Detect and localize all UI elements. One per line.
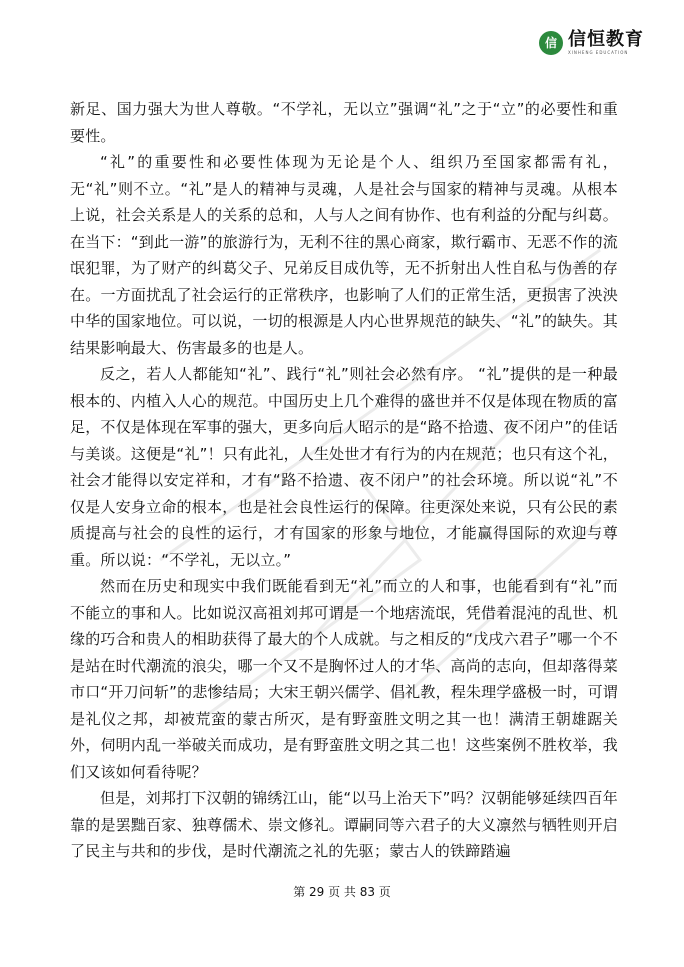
document-body [70,96,618,865]
brand-name: 信恒教育 [568,29,644,50]
logo-icon: 信 [539,31,563,55]
page-number: 第 29 页 共 83 页 [293,885,391,899]
paragraph-5: 但是，刘邦打下汉朝的锦绣江山，能“以马上治天下”吗？汉朝能够延续四百年靠的是罢黜百家、独尊儒术、崇文修礼。谭嗣同等六君子的大义凛然与牺牲则开启了民主与共和的步伐，是时代潮流之礼的先驱；蒙古人的铁蹄踏遍 [70,789,618,860]
logo-text [568,30,644,55]
paragraph-4: 然而在历史和现实中我们既能看到无“礼”而立的人和事，也能看到有“礼”而不能立的事和人。比如说汉高祖刘邦可谓是一个地痞流氓，凭借着混沌的乱世、机缘的巧合和贵人的相助获得了最大的个人成就。与之相反的“戊戌六君子”哪一个不是站在时代潮流的浪尖，哪一个又不是胸怀过人的才华、高尚的志向，但却落得菜市口“开刀问斩”的悲惨结局；大宋王朝兴儒学、倡礼教，程朱理学盛极一时，可谓是礼仪之邦，却被荒蛮的蒙古所灭，是有野蛮胜文明之其一也！满清王朝雄踞关外，伺明内乱一举破关而成功，是有野蛮胜文明之其二也！这些案例不胜枚举，我们又该如何看待呢？ [70,577,618,781]
paragraph-2: “礼”的重要性和必要性体现为无论是个人、组织乃至国家都需有礼，无“礼”则不立。“礼”是人的精神与灵魂，人是社会与国家的精神与灵魂。从根本上说，社会关系是人的关系的总和，人与人之间有协作、也有利益的分配与纠葛。在当下：“到此一游”的旅游行为，无利不往的黑心商家，欺行霸市、无恶不作的流氓犯罪，为了财产的纠葛父子、兄弟反目成仇等，无不折射出人性自私与伪善的存在。一方面扰乱了社会运行的正常秩序，也影响了人们的正常生活，更损害了泱泱中华的国家地位。可以说，一切的根源是人内心世界规范的缺失、“礼”的缺失。其结果影响最大、伤害最多的也是人。 [70,153,618,357]
brand-logo [539,30,644,55]
paragraph-1: 新足、国力强大为世人尊敬。“不学礼，无以立”强调“礼”之于“立”的必要性和重要性。 [70,100,618,145]
brand-subtitle: XINHENG EDUCATION [568,50,629,55]
paragraph-3: 反之，若人人都能知“礼”、践行“礼”则社会必然有序。 “礼”提供的是一种最根本的、内植入人心的规范。中国历史上几个难得的盛世并不仅是体现在物质的富足，不仅是体现在军事的强大，更多向后人昭示的是“路不拾遗、夜不闭户”的佳话与美谈。这便是“礼”！只有此礼，人生处世才有行为的内在规范；也只有这个礼，社会才能得以安定祥和，才有“路不拾遗、夜不闭户”的社会环境。所以说“礼”不仅是人安身立命的根本，也是社会良性运行的保障。往更深处来说，只有公民的素质提高与社会的良性的运行，才有国家的形象与地位，才能赢得国际的欢迎与尊重。所以说：“不学礼，无以立。” [70,365,618,569]
